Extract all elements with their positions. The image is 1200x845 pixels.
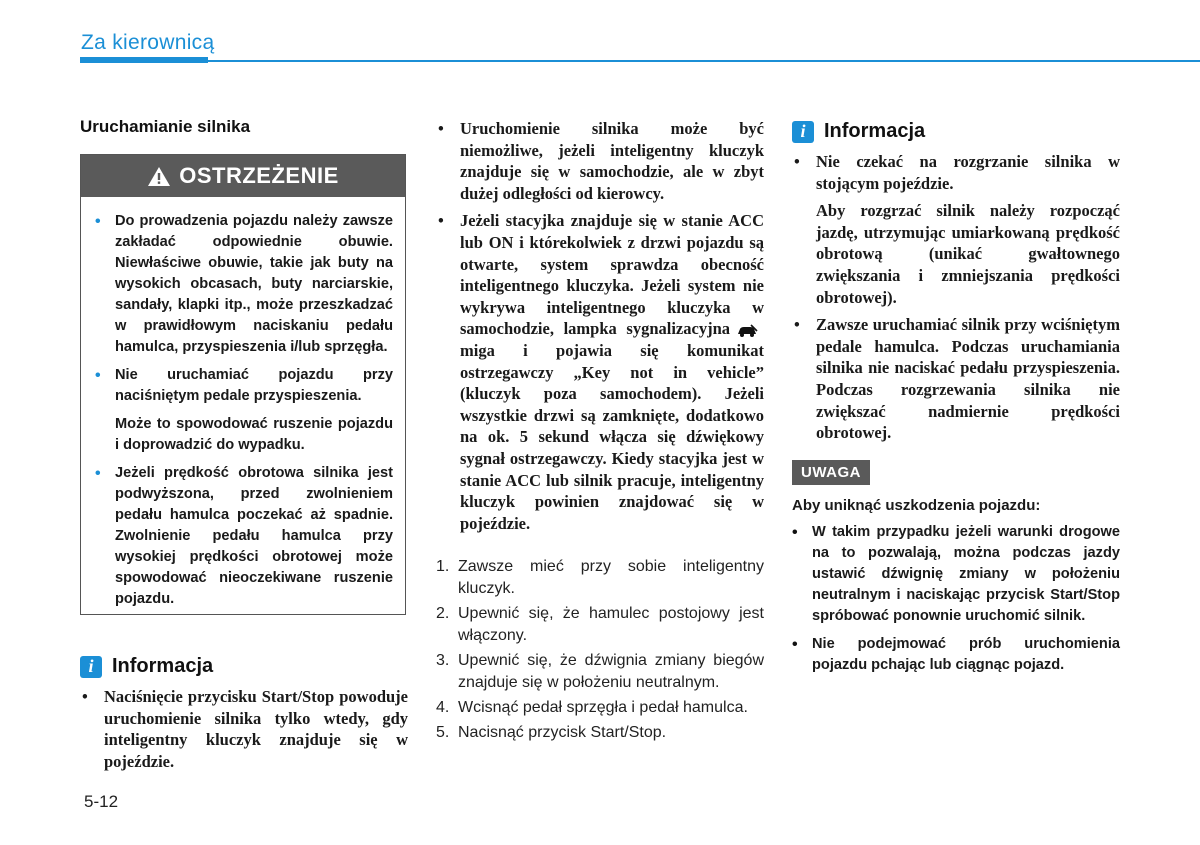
step-number: 4. xyxy=(436,699,450,717)
warning-box xyxy=(80,154,406,615)
car-key-indicator-icon xyxy=(736,324,758,338)
bullet-item xyxy=(436,210,764,534)
section-title: Uruchamianie silnika xyxy=(80,117,251,136)
step-item xyxy=(436,722,764,744)
caution-label: UWAGA xyxy=(792,460,870,485)
warning-triangle-icon xyxy=(147,166,171,187)
steps-list xyxy=(436,556,764,744)
page-number: 5-12 xyxy=(84,792,119,811)
step-number: 5. xyxy=(436,724,450,742)
step-text: Upewnić się, że dźwignia zmiany biegów znajduje się w położeniu neutralnym. xyxy=(458,652,764,692)
step-number: 3. xyxy=(436,652,450,670)
warning-item-para: Może to spowodować ruszenie pojazdu i doprowadzić do wypadku. xyxy=(115,416,393,453)
warning-item: • Do prowadzenia pojazdu należy zawsze zakładać odpowiednie obuwie. Niewłaściwe obuwie, takie jak buty na wysokich obcasach, buty narciarskie, sandały, klapki itp., może przeszkadzać w prawidłowym naciskaniu pedału hamulca, przyspieszenia i/lub sprzęgła. xyxy=(95,211,393,358)
step-text: Nacisnąć przycisk Start/Stop. xyxy=(458,724,667,742)
warning-item: • Nie uruchamiać pojazdu przy naciśniętym pedale przyspieszenia. xyxy=(95,365,393,407)
bullet-text: Jeżeli stacyjka znajduje się w stanie ACC lub ON i którekolwiek z drzwi pojazdu są otwarte, system sprawdza obecność inteligentnego kluczyka. Jeżeli system nie wykrywa inteligentnego kluczyka w samochodzie, lampka sygnalizacyjna xyxy=(460,211,764,339)
info-section-1 xyxy=(80,655,408,778)
warning-item: • Jeżeli prędkość obrotowa silnika jest podwyższona, przed zwolnieniem pedału hamulca poczekać aż spadnie. Zwolnienie pedału hamulca przy wysokiej prędkości obrotowej może spowodować nieoczekiwane ruszenie pojazdu. xyxy=(95,463,393,610)
warning-header xyxy=(81,155,405,197)
header-accent-bar xyxy=(80,57,208,63)
step-text: Zawsze mieć przy sobie inteligentny kluczyk. xyxy=(458,558,764,598)
step-number: 1. xyxy=(436,558,450,576)
info-item: • Naciśnięcie przycisku Start/Stop powoduje uruchomienie silnika tylko wtedy, gdy inteligentny kluczyk znajduje się w pojeździe. xyxy=(80,686,408,772)
caution-item: • Nie podejmować prób uruchomienia pojazdu pchając lub ciągnąc pojazd. xyxy=(792,634,1120,676)
step-number: 2. xyxy=(436,605,450,623)
step-text: Wcisnąć pedał sprzęgła i pedał hamulca. xyxy=(458,699,748,717)
info-heading xyxy=(80,655,408,678)
info-title: Informacja xyxy=(824,120,926,142)
info-icon: i xyxy=(792,121,814,143)
bullet-item: • Uruchomienie silnika może być niemożliwe, jeżeli inteligentny kluczyk znajduje się w samochodzie, ale w zbyt dużej odległości od kierowcy. xyxy=(436,118,764,204)
info-icon: i xyxy=(80,656,102,678)
step-item xyxy=(436,603,764,647)
column-3 xyxy=(792,120,1120,683)
step-item xyxy=(436,697,764,719)
caution-heading: Aby uniknąć uszkodzenia pojazdu: xyxy=(792,496,1041,514)
info-title: Informacja xyxy=(112,655,214,677)
info-item: • Zawsze uruchamiać silnik przy wciśniętym pedale hamulca. Podczas uruchamiania silnika nie naciskać pedału przyspieszenia. Podczas rozgrzewania silnika nie zwiększać nadmiernie prędkości obrotowej. xyxy=(792,314,1120,444)
step-item xyxy=(436,650,764,694)
bullet-text: miga i pojawia się komunikat ostrzegawczy „Key not in vehicle” (kluczyk poza samochodem). Jeżeli wszystkie drzwi są zamknięte, dodatkowo na ok. 5 sekund włącza się dźwiękowy sygnał ostrzegawczy. Kiedy stacyjka jest w stanie ACC lub silnik pracuje, inteligentny kluczyk powinien znajdować się w pojeździe. xyxy=(460,340,764,533)
warning-title: OSTRZEŻENIE xyxy=(179,163,339,188)
chapter-title: Za kierownicą xyxy=(81,31,215,54)
column-2 xyxy=(436,118,764,747)
step-text: Upewnić się, że hamulec postojowy jest włączony. xyxy=(458,605,764,645)
header-rule xyxy=(80,60,1200,62)
info-heading xyxy=(792,120,1120,143)
caution-item: • W takim przypadku jeżeli warunki drogowe na to pozwalają, można podczas jazdy ustawić dźwignię zmiany w położeniu neutralnym i naciskając przycisk Start/Stop spróbować ponownie uruchomić silnik. xyxy=(792,522,1120,627)
step-item xyxy=(436,556,764,600)
info-item-para: Aby rozgrzać silnik należy rozpocząć jazdę, utrzymując umiarkowaną prędkość obrotową (unikać gwałtownego zwiększania i zmniejszania prędkości obrotowej). xyxy=(816,201,1120,307)
info-item: • Nie czekać na rozgrzanie silnika w stojącym pojeździe. xyxy=(792,151,1120,194)
